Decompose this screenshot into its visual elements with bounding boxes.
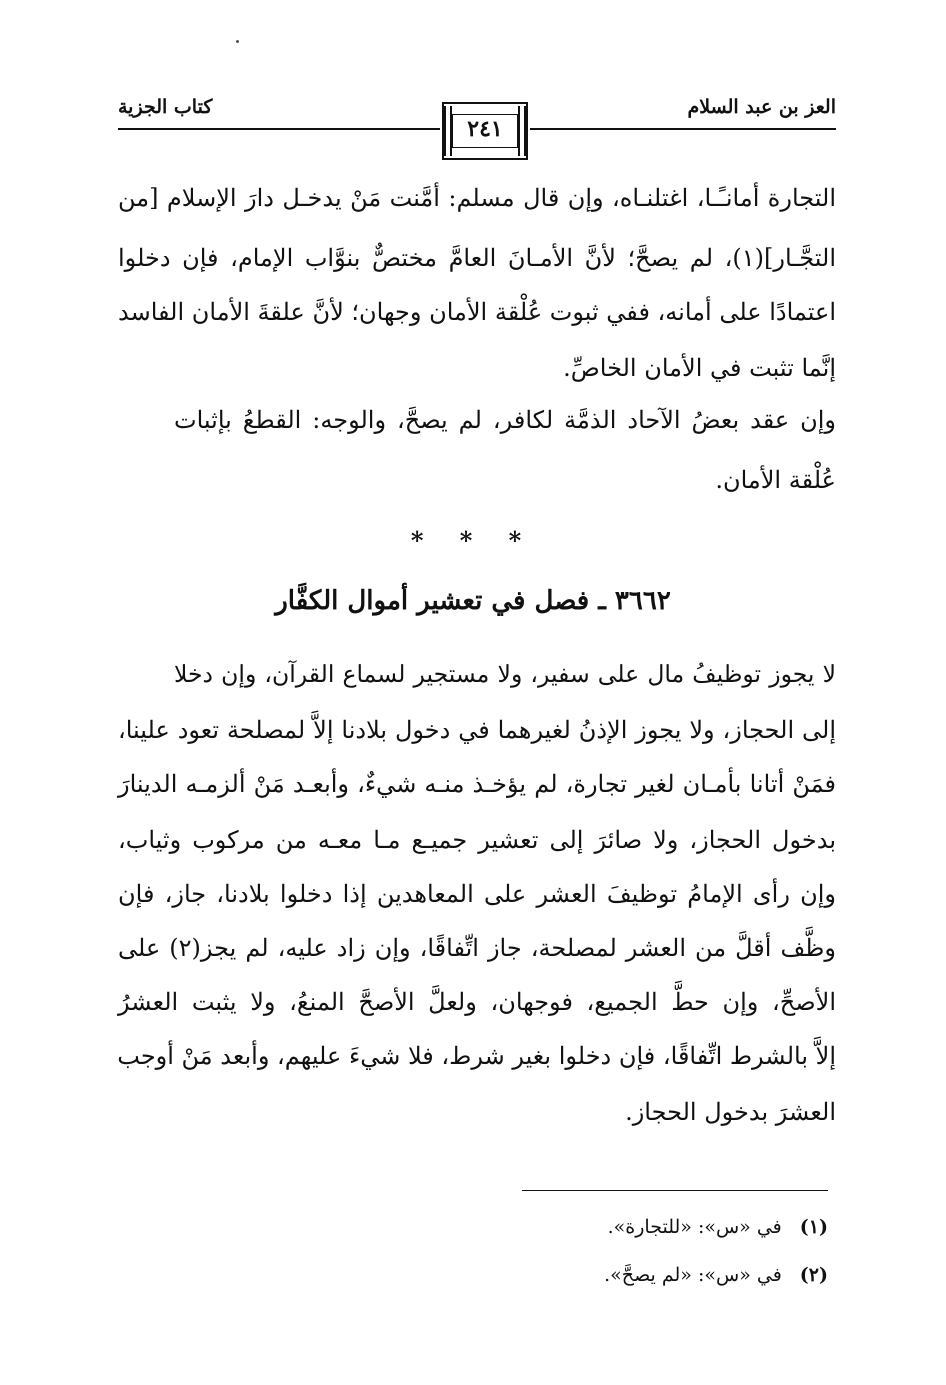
header-rule-left — [118, 128, 440, 130]
text-line: التجارة أمانـًـا، اغتلنـاه، وإن قال مسلم: أمَّنت مَنْ يدخـل دارَ الإسلام [من — [118, 184, 836, 212]
text-line: إنَّما تثبت في الأمان الخاصِّ. — [563, 354, 836, 382]
scan-speck — [236, 40, 239, 43]
text-line: وظَّف أقلَّ من العشر لمصلحة، جاز اتِّفاقًا، وإن زاد عليه، لم يجز(٢) على — [118, 934, 836, 962]
text-line: وإن رأى الإمامُ توظيفَ العشر على المعاهدين إذا دخلوا بلادنا، جاز، فإن — [118, 880, 836, 908]
footnote-2 — [604, 1264, 828, 1286]
section-separator: * * * — [410, 526, 536, 555]
footnote-text: في «س»: «للتجارة». — [607, 1216, 782, 1238]
text-line: بدخول الحجاز، ولا صائرَ إلى تعشير جميـع مـا معـه من مركوب وثياب، — [118, 826, 836, 854]
text-line: عُلْقة الأمان. — [715, 466, 836, 494]
header-chapter: كتاب الجزية — [118, 96, 213, 118]
text-line: وإن عقد بعضُ الآحاد الذمَّة لكافر، لم يصحَّ، والوجه: القطعُ بإثبات — [174, 406, 836, 434]
footnote-number: (١) — [799, 1216, 828, 1238]
text-line: الأصحِّ، وإن حطَّ الجميع، فوجهان، ولعلَّ الأصحَّ المنعُ، ولا يثبت العشرُ — [118, 988, 836, 1016]
text-line: لا يجوز توظيفُ مال على سفير، ولا مستجير لسماع القرآن، وإن دخلا — [174, 660, 836, 688]
footnote-text: في «س»: «لم يصحَّ». — [604, 1264, 782, 1286]
text-line: العشرَ بدخول الحجاز. — [625, 1098, 836, 1126]
footnote-rule — [522, 1190, 828, 1191]
text-line: إلاَّ بالشرط اتِّفاقًا، فإن دخلوا بغير شرط، فلا شيءَ عليهم، وأبعد مَنْ أوجب — [117, 1042, 836, 1070]
header-rule-right — [530, 128, 836, 130]
page-number: ٢٤١ — [467, 116, 503, 142]
footnote-number: (٢) — [799, 1264, 828, 1286]
section-heading: ٣٦٦٢ ـ فصل في تعشير أموال الكفَّار — [275, 586, 671, 616]
page-number-frame — [442, 102, 528, 160]
text-line: اعتمادًا على أمانه، ففي ثبوت عُلْقة الأمان وجهان؛ لأنَّ علقةَ الأمان الفاسد — [118, 298, 836, 326]
header-author: العز بن عبد السلام — [687, 96, 836, 118]
text-line: إلى الحجاز، ولا يجوز الإذنُ لغيرهما في دخول بلادنا إلاَّ لمصلحة تعود علينا، — [118, 716, 836, 744]
footnote-1 — [608, 1216, 828, 1238]
text-line: التجَّـار](١)، لم يصحَّ؛ لأنَّ الأمـانَ العامَّ مختصٌّ بنوَّاب الإمام، فإن دخلوا — [118, 244, 836, 272]
text-line: فمَنْ أتانا بأمـان لغير تجارة، لم يؤخـذ منـه شيءٌ، وأبعـد مَنْ ألزمـه الدينارَ — [118, 770, 836, 798]
